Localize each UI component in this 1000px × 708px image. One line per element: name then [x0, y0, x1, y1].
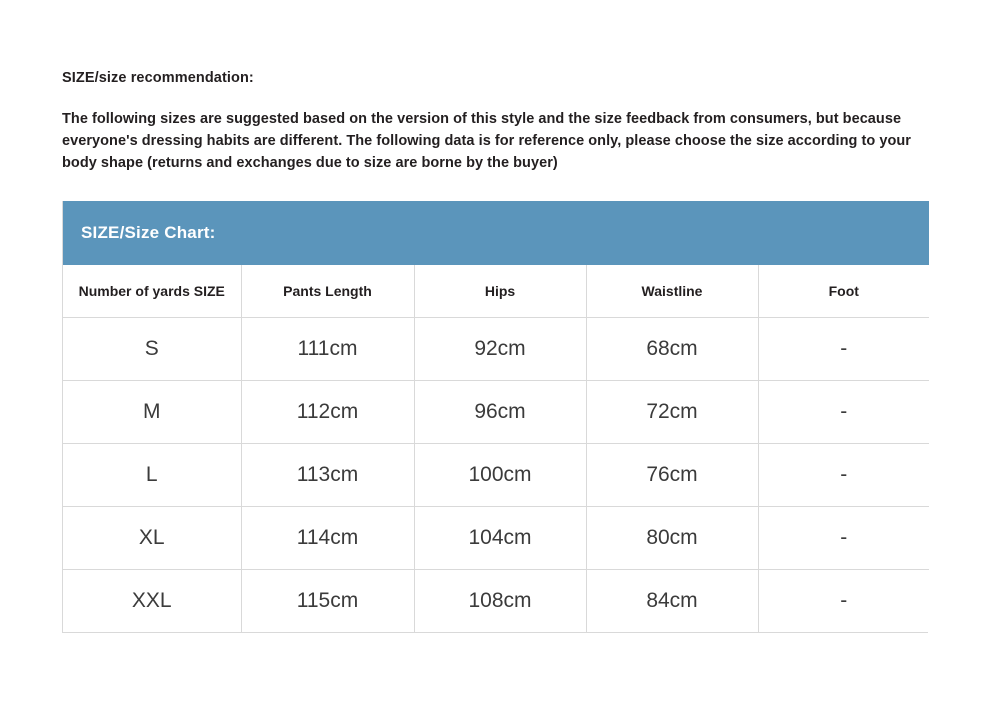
cell-waistline: 72cm — [586, 380, 758, 443]
page-title: SIZE/size recommendation: — [62, 70, 254, 86]
intro-paragraph: The following sizes are suggested based on the version of this style and the size feedback from consumers, but because everyone's dressing habits are different. The following data is for reference only, please choose the size according to your body shape (returns and exchanges due to size are borne by the buyer) — [62, 111, 911, 171]
cell-waistline: 80cm — [586, 506, 758, 569]
cell-foot: - — [758, 317, 929, 380]
cell-size: M — [63, 380, 241, 443]
cell-hips: 92cm — [414, 317, 586, 380]
column-header-size: Number of yards SIZE — [63, 265, 241, 318]
cell-pants-length: 113cm — [241, 443, 414, 506]
cell-foot: - — [758, 443, 929, 506]
cell-foot: - — [758, 380, 929, 443]
size-chart-table — [63, 201, 929, 632]
table-header-row — [63, 265, 929, 318]
cell-pants-length: 111cm — [241, 317, 414, 380]
cell-size: S — [63, 317, 241, 380]
cell-hips: 100cm — [414, 443, 586, 506]
cell-hips: 108cm — [414, 569, 586, 632]
table-title-row — [63, 201, 929, 265]
column-header-pants-length: Pants Length — [241, 265, 414, 318]
cell-foot: - — [758, 506, 929, 569]
column-header-foot: Foot — [758, 265, 929, 318]
cell-pants-length: 114cm — [241, 506, 414, 569]
cell-waistline: 84cm — [586, 569, 758, 632]
column-header-hips: Hips — [414, 265, 586, 318]
cell-pants-length: 112cm — [241, 380, 414, 443]
cell-hips: 96cm — [414, 380, 586, 443]
table-row — [63, 506, 929, 569]
table-row — [63, 380, 929, 443]
table-title: SIZE/Size Chart: — [63, 201, 929, 265]
cell-size: XL — [63, 506, 241, 569]
size-chart-table-container — [62, 201, 928, 633]
table-row — [63, 569, 929, 632]
table-row — [63, 317, 929, 380]
table-row — [63, 443, 929, 506]
cell-size: L — [63, 443, 241, 506]
cell-pants-length: 115cm — [241, 569, 414, 632]
column-header-waistline: Waistline — [586, 265, 758, 318]
cell-size: XXL — [63, 569, 241, 632]
cell-hips: 104cm — [414, 506, 586, 569]
cell-foot: - — [758, 569, 929, 632]
cell-waistline: 76cm — [586, 443, 758, 506]
cell-waistline: 68cm — [586, 317, 758, 380]
